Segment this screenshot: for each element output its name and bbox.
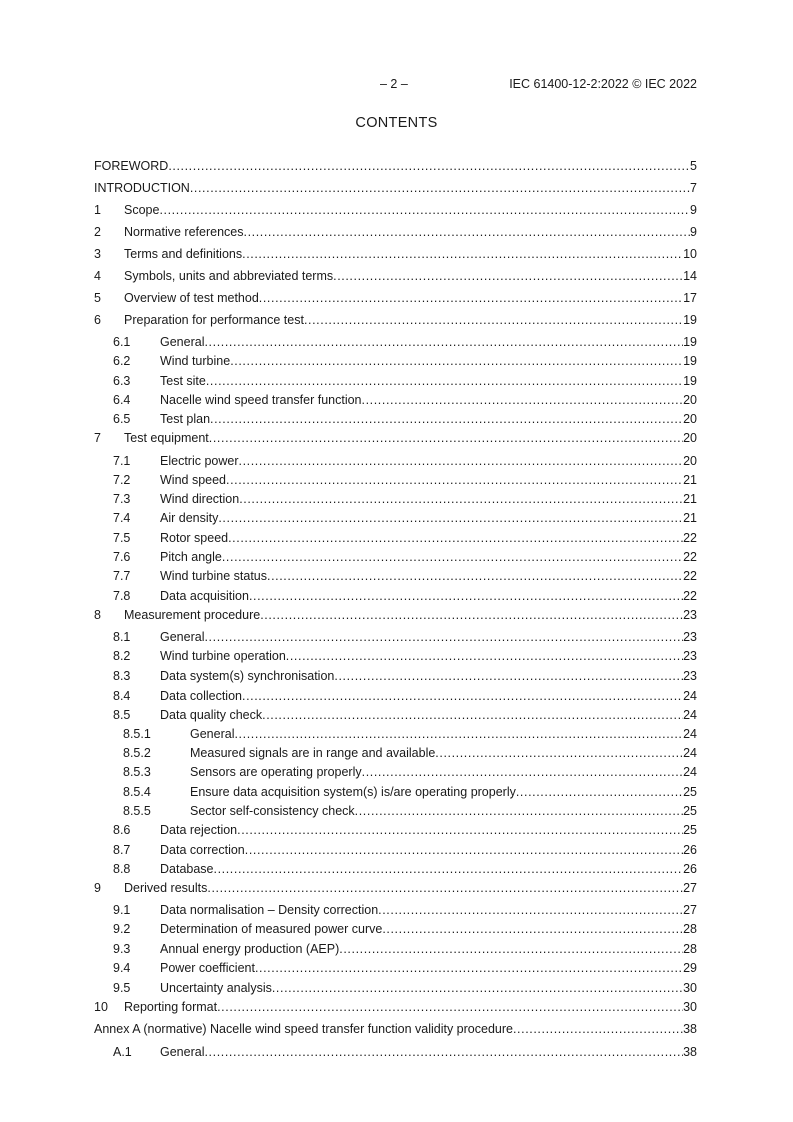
toc-entry-title: Measured signals are in range and available bbox=[190, 746, 436, 760]
toc-entry[interactable] bbox=[0, 373, 793, 390]
toc-entry[interactable] bbox=[0, 158, 793, 175]
toc-entry-page: 24 bbox=[683, 689, 697, 703]
toc-entry[interactable] bbox=[0, 607, 793, 624]
toc-entry-number: 9.2 bbox=[113, 922, 131, 936]
toc-entry-page: 30 bbox=[683, 981, 697, 995]
dot-leader bbox=[168, 158, 690, 175]
dot-leader bbox=[210, 411, 683, 428]
dot-leader bbox=[378, 902, 683, 919]
toc-entry-title: Annex A (normative) Nacelle wind speed transfer function validity procedure bbox=[94, 1022, 513, 1036]
dot-leader bbox=[190, 180, 690, 197]
toc-entry[interactable] bbox=[0, 902, 793, 919]
toc-entry[interactable] bbox=[0, 510, 793, 527]
toc-entry-page: 24 bbox=[683, 708, 697, 722]
dot-leader bbox=[237, 822, 683, 839]
dot-leader bbox=[159, 202, 690, 219]
toc-entry-title: Determination of measured power curve bbox=[160, 922, 383, 936]
toc-entry-number: 1 bbox=[94, 203, 101, 217]
toc-entry-page: 25 bbox=[683, 785, 697, 799]
dot-leader bbox=[204, 334, 683, 351]
toc-entry-title: Scope bbox=[124, 203, 160, 217]
toc-entry-page: 17 bbox=[683, 291, 697, 305]
dot-leader bbox=[206, 373, 683, 390]
toc-entry-number: 6.2 bbox=[113, 354, 131, 368]
dot-leader bbox=[255, 960, 683, 977]
toc-entry-title: Measurement procedure bbox=[124, 608, 261, 622]
toc-entry-number: 7.5 bbox=[113, 531, 131, 545]
toc-entry[interactable] bbox=[0, 941, 793, 958]
toc-entry-page: 20 bbox=[683, 431, 697, 445]
toc-entry[interactable] bbox=[0, 822, 793, 839]
toc-entry[interactable] bbox=[0, 960, 793, 977]
dot-leader bbox=[226, 472, 683, 489]
toc-entry[interactable] bbox=[0, 980, 793, 997]
toc-entry[interactable] bbox=[0, 334, 793, 351]
dot-leader bbox=[244, 224, 691, 241]
toc-entry-page: 19 bbox=[683, 335, 697, 349]
toc-entry-number: 8.6 bbox=[113, 823, 131, 837]
toc-entry-page: 22 bbox=[683, 569, 697, 583]
toc-entry-page: 27 bbox=[683, 903, 697, 917]
toc-entry-title: Rotor speed bbox=[160, 531, 229, 545]
toc-entry-page: 14 bbox=[683, 269, 697, 283]
toc-entry-page: 24 bbox=[683, 727, 697, 741]
dot-leader bbox=[230, 353, 683, 370]
dot-leader bbox=[272, 980, 683, 997]
toc-entry-number: 7.6 bbox=[113, 550, 131, 564]
dot-leader bbox=[259, 290, 683, 307]
toc-entry-title: General bbox=[160, 335, 205, 349]
toc-entry-page: 28 bbox=[683, 922, 697, 936]
dot-leader bbox=[245, 842, 683, 859]
page-header bbox=[0, 77, 793, 93]
toc-entry-number: 6.1 bbox=[113, 335, 131, 349]
toc-entry-page: 23 bbox=[683, 669, 697, 683]
dot-leader bbox=[304, 312, 683, 329]
toc-entry-title: FOREWORD bbox=[94, 159, 169, 173]
toc-entry-number: 4 bbox=[94, 269, 101, 283]
toc-entry-title: Preparation for performance test bbox=[124, 313, 304, 327]
toc-entry-title: Electric power bbox=[160, 454, 239, 468]
toc-entry-title: Symbols, units and abbreviated terms bbox=[124, 269, 334, 283]
toc-entry-number: 8.4 bbox=[113, 689, 131, 703]
toc-entry-title: General bbox=[190, 727, 235, 741]
dot-leader bbox=[204, 1044, 683, 1061]
toc-entry[interactable] bbox=[0, 629, 793, 646]
toc-entry-number: 6.3 bbox=[113, 374, 131, 388]
toc-entry[interactable] bbox=[0, 180, 793, 197]
toc-entry-page: 24 bbox=[683, 765, 697, 779]
page-number: – 2 – bbox=[380, 77, 408, 91]
toc-entry-number: 10 bbox=[94, 1000, 108, 1014]
toc-entry-number: 8.2 bbox=[113, 649, 131, 663]
toc-entry-title: Wind direction bbox=[160, 492, 240, 506]
dot-leader bbox=[209, 430, 683, 447]
toc-entry-number: 9.4 bbox=[113, 961, 131, 975]
toc-entry-number: 8.5.5 bbox=[123, 804, 151, 818]
toc-entry-number: 8.3 bbox=[113, 669, 131, 683]
toc-entry[interactable] bbox=[0, 202, 793, 219]
toc-entry-title: General bbox=[160, 1045, 205, 1059]
toc-entry[interactable] bbox=[0, 430, 793, 447]
toc-entry-page: 30 bbox=[683, 1000, 697, 1014]
dot-leader bbox=[217, 999, 683, 1016]
toc-entry-page: 25 bbox=[683, 804, 697, 818]
toc-entry-number: 6.4 bbox=[113, 393, 131, 407]
toc-entry[interactable] bbox=[0, 1044, 793, 1061]
toc-entry-page: 19 bbox=[683, 374, 697, 388]
toc-entry-number: 8.5.2 bbox=[123, 746, 151, 760]
toc-entry-number: 7.7 bbox=[113, 569, 131, 583]
toc-entry-number: 6.5 bbox=[113, 412, 131, 426]
toc-entry[interactable] bbox=[0, 568, 793, 585]
toc-entry[interactable] bbox=[0, 707, 793, 724]
dot-leader bbox=[382, 921, 683, 938]
toc-entry-title: Data quality check bbox=[160, 708, 263, 722]
toc-entry-title: Database bbox=[160, 862, 214, 876]
contents-title: CONTENTS bbox=[355, 115, 438, 131]
toc-entry[interactable] bbox=[0, 224, 793, 241]
toc-entry-page: 25 bbox=[683, 823, 697, 837]
toc-entry-page: 22 bbox=[683, 531, 697, 545]
toc-entry-title: INTRODUCTION bbox=[94, 181, 190, 195]
toc-entry-page: 38 bbox=[683, 1045, 697, 1059]
toc-entry-page: 5 bbox=[690, 159, 697, 173]
toc-entry-title: Data correction bbox=[160, 843, 245, 857]
toc-entry-title: Power coefficient bbox=[160, 961, 255, 975]
toc-entry-page: 10 bbox=[683, 247, 697, 261]
toc-entry-number: 8.5 bbox=[113, 708, 131, 722]
toc-entry[interactable] bbox=[0, 784, 793, 801]
toc-entry[interactable] bbox=[0, 842, 793, 859]
toc-entry-number: 7 bbox=[94, 431, 101, 445]
dot-leader bbox=[207, 880, 683, 897]
dot-leader bbox=[339, 941, 683, 958]
toc-entry-number: 9.3 bbox=[113, 942, 131, 956]
dot-leader bbox=[355, 803, 683, 820]
dot-leader bbox=[234, 726, 683, 743]
toc-entry-title: Uncertainty analysis bbox=[160, 981, 272, 995]
toc-entry[interactable] bbox=[0, 530, 793, 547]
toc-entry-page: 22 bbox=[683, 589, 697, 603]
toc-entry-title: Air density bbox=[160, 511, 219, 525]
toc-entry-title: Test plan bbox=[160, 412, 211, 426]
toc-entry-number: 7.8 bbox=[113, 589, 131, 603]
toc-entry-title: Data collection bbox=[160, 689, 242, 703]
toc-entry-page: 23 bbox=[683, 630, 697, 644]
dot-leader bbox=[260, 607, 683, 624]
toc-entry-title: Terms and definitions bbox=[124, 247, 243, 261]
toc-entry-number: 7.2 bbox=[113, 473, 131, 487]
toc-entry[interactable] bbox=[0, 803, 793, 820]
toc-entry-number: 6 bbox=[94, 313, 101, 327]
toc-entry-page: 27 bbox=[683, 881, 697, 895]
toc-entry-title: Wind turbine status bbox=[160, 569, 267, 583]
toc-entry[interactable] bbox=[0, 588, 793, 605]
toc-entry[interactable] bbox=[0, 491, 793, 508]
toc-entry[interactable] bbox=[0, 549, 793, 566]
toc-entry-title: General bbox=[160, 630, 205, 644]
dot-leader bbox=[222, 549, 683, 566]
toc-entry-page: 20 bbox=[683, 412, 697, 426]
toc-entry-title: Data rejection bbox=[160, 823, 238, 837]
toc-entry-page: 28 bbox=[683, 942, 697, 956]
toc-entry-page: 23 bbox=[683, 608, 697, 622]
toc-entry-number: 7.1 bbox=[113, 454, 131, 468]
toc-entry-title: Derived results bbox=[124, 881, 208, 895]
toc-entry-number: 9 bbox=[94, 881, 101, 895]
toc-entry-number: 8.5.4 bbox=[123, 785, 151, 799]
toc-entry[interactable] bbox=[0, 246, 793, 263]
toc-entry[interactable] bbox=[0, 472, 793, 489]
toc-entry-title: Normative references bbox=[124, 225, 244, 239]
dot-leader bbox=[435, 745, 683, 762]
toc-entry-title: Sensors are operating properly bbox=[190, 765, 362, 779]
toc-entry[interactable] bbox=[0, 268, 793, 285]
toc-entry[interactable] bbox=[0, 648, 793, 665]
dot-leader bbox=[249, 588, 683, 605]
toc-entry-title: Test equipment bbox=[124, 431, 209, 445]
toc-entry[interactable] bbox=[0, 921, 793, 938]
toc-entry-title: Sector self-consistency check bbox=[190, 804, 355, 818]
toc-entry[interactable] bbox=[0, 861, 793, 878]
toc-entry-page: 7 bbox=[690, 181, 697, 195]
toc-entry-title: Data system(s) synchronisation bbox=[160, 669, 335, 683]
dot-leader bbox=[333, 268, 683, 285]
toc-entry-title: Pitch angle bbox=[160, 550, 222, 564]
toc-entry[interactable] bbox=[0, 745, 793, 762]
toc-entry-title: Overview of test method bbox=[124, 291, 259, 305]
toc-entry-number: 8.5.1 bbox=[123, 727, 151, 741]
dot-leader bbox=[214, 861, 684, 878]
toc-entry-page: 29 bbox=[683, 961, 697, 975]
dot-leader bbox=[239, 453, 684, 470]
toc-entry-page: 23 bbox=[683, 649, 697, 663]
toc-entry[interactable] bbox=[0, 353, 793, 370]
dot-leader bbox=[267, 568, 683, 585]
toc-entry[interactable] bbox=[0, 290, 793, 307]
toc-entry-title: Wind turbine bbox=[160, 354, 231, 368]
toc-entry-page: 21 bbox=[683, 492, 697, 506]
dot-leader bbox=[262, 707, 683, 724]
dot-leader bbox=[242, 246, 683, 263]
toc-entry-title: Test site bbox=[160, 374, 206, 388]
toc-entry-number: 9.5 bbox=[113, 981, 131, 995]
toc-entry-page: 26 bbox=[683, 843, 697, 857]
toc-entry[interactable] bbox=[0, 411, 793, 428]
toc-entry-page: 9 bbox=[690, 225, 697, 239]
toc-entry-title: Wind speed bbox=[160, 473, 227, 487]
toc-entry[interactable] bbox=[0, 688, 793, 705]
toc-entry[interactable] bbox=[0, 312, 793, 329]
dot-leader bbox=[218, 510, 683, 527]
toc-entry-title: Data acquisition bbox=[160, 589, 249, 603]
toc-entry-title: Reporting format bbox=[124, 1000, 218, 1014]
document-reference: IEC 61400-12-2:2022 © IEC 2022 bbox=[509, 77, 697, 91]
toc-entry-page: 19 bbox=[683, 313, 697, 327]
toc-entry-number: 7.3 bbox=[113, 492, 131, 506]
toc-entry-page: 22 bbox=[683, 550, 697, 564]
toc-entry-title: Nacelle wind speed transfer function bbox=[160, 393, 362, 407]
toc-entry-page: 21 bbox=[683, 473, 697, 487]
toc-entry[interactable] bbox=[0, 453, 793, 470]
toc-entry-number: 8.8 bbox=[113, 862, 131, 876]
toc-entry-number: 8.5.3 bbox=[123, 765, 151, 779]
toc-entry[interactable] bbox=[0, 1021, 793, 1038]
toc-entry-page: 19 bbox=[683, 354, 697, 368]
toc-entry-page: 20 bbox=[683, 454, 697, 468]
toc-entry-page: 38 bbox=[683, 1022, 697, 1036]
toc-entry-title: Ensure data acquisition system(s) is/are operating properly bbox=[190, 785, 516, 799]
toc-entry-number: 5 bbox=[94, 291, 101, 305]
toc-entry[interactable] bbox=[0, 668, 793, 685]
toc-entry-title: Wind turbine operation bbox=[160, 649, 286, 663]
toc-entry-number: 9.1 bbox=[113, 903, 131, 917]
toc-entry-number: 8.7 bbox=[113, 843, 131, 857]
dot-leader bbox=[204, 629, 683, 646]
toc-entry[interactable] bbox=[0, 392, 793, 409]
toc-entry-number: 2 bbox=[94, 225, 101, 239]
toc-entry-page: 26 bbox=[683, 862, 697, 876]
toc-entry-number: A.1 bbox=[113, 1045, 132, 1059]
toc-entry-title: Annual energy production (AEP) bbox=[160, 942, 340, 956]
dot-leader bbox=[228, 530, 683, 547]
toc-entry-title: Data normalisation – Density correction bbox=[160, 903, 379, 917]
dot-leader bbox=[362, 392, 684, 409]
toc-entry-number: 7.4 bbox=[113, 511, 131, 525]
toc-entry-page: 9 bbox=[690, 203, 697, 217]
toc-entry-page: 21 bbox=[683, 511, 697, 525]
dot-leader bbox=[334, 668, 683, 685]
dot-leader bbox=[286, 648, 683, 665]
toc-entry-page: 24 bbox=[683, 746, 697, 760]
dot-leader bbox=[242, 688, 683, 705]
dot-leader bbox=[516, 784, 683, 801]
toc-entry-page: 20 bbox=[683, 393, 697, 407]
dot-leader bbox=[239, 491, 683, 508]
dot-leader bbox=[513, 1021, 683, 1038]
toc-entry-number: 8.1 bbox=[113, 630, 131, 644]
toc-entry[interactable] bbox=[0, 764, 793, 781]
toc-entry-number: 3 bbox=[94, 247, 101, 261]
toc-entry-number: 8 bbox=[94, 608, 101, 622]
toc-entry[interactable] bbox=[0, 880, 793, 897]
toc-entry[interactable] bbox=[0, 999, 793, 1016]
toc-entry[interactable] bbox=[0, 726, 793, 743]
dot-leader bbox=[362, 764, 683, 781]
